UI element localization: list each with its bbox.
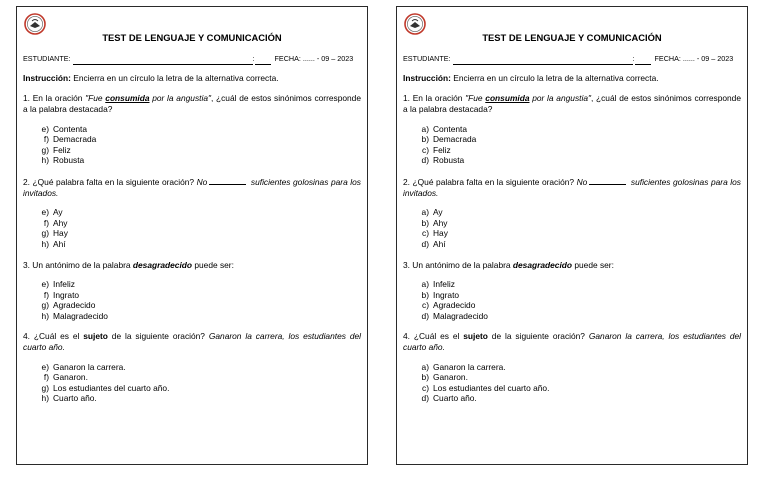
answer-option[interactable] — [37, 362, 361, 373]
test-title: TEST DE LENGUAJE Y COMUNICACIÓN — [102, 31, 282, 43]
answer-option[interactable] — [417, 383, 741, 394]
answer-option[interactable] — [37, 145, 361, 156]
colon-separator: : — [632, 54, 635, 64]
option-text: Ay — [53, 207, 63, 218]
option-letter: c) — [422, 144, 429, 155]
option-text: Contenta — [53, 123, 87, 134]
option-text: Malagradecido — [53, 310, 108, 321]
option-letter: g) — [41, 300, 49, 311]
q2-prefix: 2. ¿Qué palabra falta en la siguiente oración? — [23, 176, 197, 187]
option-text: Robusta — [53, 155, 85, 166]
option-text: Cuarto año. — [53, 393, 97, 404]
q2-sentence-start: No — [576, 176, 588, 187]
student-label: ESTUDIANTE: — [23, 54, 71, 64]
q1-suffix: , ¿cuál de estos sinónimos corresponde a la palabra destacada? — [403, 93, 741, 114]
q2-sentence-start: No — [196, 176, 208, 187]
option-letter: d) — [421, 310, 429, 321]
school-emblem-icon — [404, 13, 426, 35]
q4-options — [403, 362, 741, 404]
answer-option[interactable] — [37, 372, 361, 383]
q4-highlighted-word: sujeto — [463, 331, 488, 342]
test-title: TEST DE LENGUAJE Y COMUNICACIÓN — [482, 31, 662, 43]
answer-option[interactable] — [37, 228, 361, 239]
option-text: Agradecido — [53, 300, 96, 311]
q2-blank — [589, 176, 626, 185]
option-letter: c) — [422, 382, 429, 393]
student-extra-field[interactable] — [252, 54, 271, 65]
answer-option[interactable] — [37, 239, 361, 250]
q3-suffix: puede ser: — [192, 259, 234, 270]
q1-options — [403, 124, 741, 166]
test-sheet-right — [396, 6, 748, 465]
option-letter: h) — [41, 155, 49, 166]
student-extra-field[interactable] — [632, 54, 651, 65]
date-label: FECHA: ...... - 09 – 2023 — [654, 54, 734, 64]
answer-option[interactable] — [37, 300, 361, 311]
option-text: Ganaron la carrera. — [433, 361, 506, 372]
option-text: Malagradecido — [433, 310, 488, 321]
student-label: ESTUDIANTE: — [403, 54, 451, 64]
colon-separator: : — [252, 54, 255, 64]
answer-option[interactable] — [417, 311, 741, 322]
option-text: Robusta — [433, 155, 465, 166]
option-letter: h) — [41, 393, 49, 404]
option-letter: g) — [41, 228, 49, 239]
q1-quote-start: "Fue — [85, 93, 106, 104]
instruction — [403, 73, 741, 84]
option-letter: a) — [421, 123, 429, 134]
option-letter: g) — [41, 144, 49, 155]
instruction-text: Encierra en un círculo la letra de la alternativa correcta. — [70, 72, 279, 83]
question-2 — [403, 176, 741, 198]
option-letter: h) — [41, 238, 49, 249]
instruction — [23, 73, 361, 84]
option-text: Ahí — [53, 238, 66, 249]
student-info-row — [23, 54, 361, 65]
student-info-row — [403, 54, 741, 65]
option-text: Ay — [433, 207, 443, 218]
answer-option[interactable] — [417, 134, 741, 145]
instruction-text: Encierra en un círculo la letra de la alternativa correcta. — [450, 72, 659, 83]
option-text: Demacrada — [53, 134, 97, 145]
q4-prefix: 4. ¿Cuál es el — [403, 331, 464, 342]
option-text: Contenta — [433, 123, 467, 134]
q4-options — [23, 362, 361, 404]
option-letter: a) — [421, 361, 429, 372]
option-letter: b) — [421, 372, 429, 383]
option-text: Ahí — [433, 238, 446, 249]
answer-option[interactable] — [37, 155, 361, 166]
option-text: Ingrato — [53, 289, 80, 300]
q1-prefix: 1. En la oración — [23, 93, 86, 104]
q4-sentence: Ganaron la carrera, los estudiantes del cuarto año. — [23, 331, 361, 353]
q1-prefix: 1. En la oración — [403, 93, 466, 104]
answer-option[interactable] — [417, 279, 741, 290]
answer-option[interactable] — [417, 145, 741, 156]
option-letter: c) — [422, 228, 429, 239]
option-letter: a) — [421, 207, 429, 218]
option-letter: d) — [421, 393, 429, 404]
option-letter: f) — [43, 217, 49, 228]
option-letter: c) — [422, 300, 429, 311]
answer-option[interactable] — [417, 124, 741, 135]
question-1 — [403, 93, 741, 114]
answer-option[interactable] — [37, 207, 361, 218]
answer-option[interactable] — [37, 311, 361, 322]
answer-option[interactable] — [417, 290, 741, 301]
option-text: Infeliz — [53, 279, 75, 290]
option-text: Ganaron la carrera. — [53, 361, 126, 372]
answer-option[interactable] — [37, 290, 361, 301]
question-3 — [23, 260, 361, 271]
q4-middle: de la siguiente oración? — [487, 331, 589, 342]
option-letter: h) — [41, 310, 49, 321]
q1-quote-start: "Fue — [465, 93, 486, 104]
answer-option[interactable] — [417, 155, 741, 166]
option-text: Hay — [433, 228, 448, 239]
q3-prefix: 3. Un antónimo de la palabra — [23, 259, 133, 270]
answer-option[interactable] — [37, 218, 361, 229]
q2-options — [403, 207, 741, 249]
option-letter: e) — [41, 361, 49, 372]
option-letter: b) — [421, 289, 429, 300]
option-text: Feliz — [433, 144, 451, 155]
q1-options — [23, 124, 361, 166]
date-label: FECHA: ...... - 09 – 2023 — [274, 54, 354, 64]
option-letter: f) — [43, 372, 49, 383]
q1-highlighted-word: consumida — [105, 93, 150, 104]
option-letter: b) — [421, 134, 429, 145]
answer-option[interactable] — [37, 279, 361, 290]
q4-middle: de la siguiente oración? — [107, 331, 209, 342]
answer-option[interactable] — [417, 362, 741, 373]
option-letter: b) — [421, 217, 429, 228]
q3-highlighted-word: desagradecido — [132, 259, 193, 270]
q2-options — [23, 207, 361, 249]
question-3 — [403, 260, 741, 271]
answer-option[interactable] — [417, 393, 741, 404]
answer-option[interactable] — [37, 393, 361, 404]
option-text: Ahy — [53, 217, 68, 228]
q3-highlighted-word: desagradecido — [512, 259, 573, 270]
option-letter: e) — [41, 123, 49, 134]
answer-option[interactable] — [37, 134, 361, 145]
q2-sentence-end: suficientes golosinas para los invitados. — [23, 176, 361, 198]
q3-options — [23, 279, 361, 321]
student-name-field[interactable] — [73, 55, 253, 65]
student-name-field[interactable] — [453, 55, 633, 65]
question-4 — [403, 331, 741, 352]
q4-prefix: 4. ¿Cuál es el — [23, 331, 84, 342]
option-text: Ganaron. — [53, 372, 88, 383]
option-text: Los estudiantes del cuarto año. — [53, 382, 170, 393]
option-letter: d) — [421, 155, 429, 166]
q1-suffix: , ¿cuál de estos sinónimos corresponde a la palabra destacada? — [23, 93, 361, 114]
answer-option[interactable] — [37, 383, 361, 394]
option-text: Infeliz — [433, 279, 455, 290]
q3-suffix: puede ser: — [572, 259, 614, 270]
option-text: Los estudiantes del cuarto año. — [433, 382, 550, 393]
q3-prefix: 3. Un antónimo de la palabra — [403, 259, 513, 270]
option-text: Feliz — [53, 144, 71, 155]
option-text: Ingrato — [433, 289, 460, 300]
q1-highlighted-word: consumida — [485, 93, 530, 104]
instruction-label: Instrucción: — [23, 72, 71, 83]
school-emblem-icon — [24, 13, 46, 35]
answer-option[interactable] — [417, 218, 741, 229]
q4-highlighted-word: sujeto — [83, 331, 108, 342]
answer-option[interactable] — [417, 239, 741, 250]
q3-options — [403, 279, 741, 321]
answer-option[interactable] — [417, 228, 741, 239]
option-text: Agradecido — [433, 300, 476, 311]
option-letter: a) — [421, 279, 429, 290]
q2-prefix: 2. ¿Qué palabra falta en la siguiente oración? — [403, 176, 577, 187]
option-text: Ahy — [433, 217, 448, 228]
answer-option[interactable] — [417, 207, 741, 218]
option-text: Demacrada — [433, 134, 477, 145]
instruction-label: Instrucción: — [403, 72, 451, 83]
test-sheet-left — [16, 6, 368, 465]
option-letter: f) — [43, 134, 49, 145]
q1-quote-end: por la angustia" — [529, 93, 591, 104]
option-letter: e) — [41, 207, 49, 218]
option-text: Hay — [53, 228, 68, 239]
q2-sentence-end: suficientes golosinas para los invitados. — [403, 176, 741, 198]
option-letter: f) — [43, 289, 49, 300]
question-4 — [23, 331, 361, 352]
option-letter: d) — [421, 238, 429, 249]
answer-option[interactable] — [37, 124, 361, 135]
q2-blank — [209, 176, 246, 185]
option-letter: g) — [41, 382, 49, 393]
answer-option[interactable] — [417, 300, 741, 311]
option-text: Ganaron. — [433, 372, 468, 383]
answer-option[interactable] — [417, 372, 741, 383]
q4-sentence: Ganaron la carrera, los estudiantes del cuarto año. — [403, 331, 741, 353]
question-2 — [23, 176, 361, 198]
question-1 — [23, 93, 361, 114]
q1-quote-end: por la angustia" — [149, 93, 211, 104]
option-text: Cuarto año. — [433, 393, 477, 404]
option-letter: e) — [41, 279, 49, 290]
